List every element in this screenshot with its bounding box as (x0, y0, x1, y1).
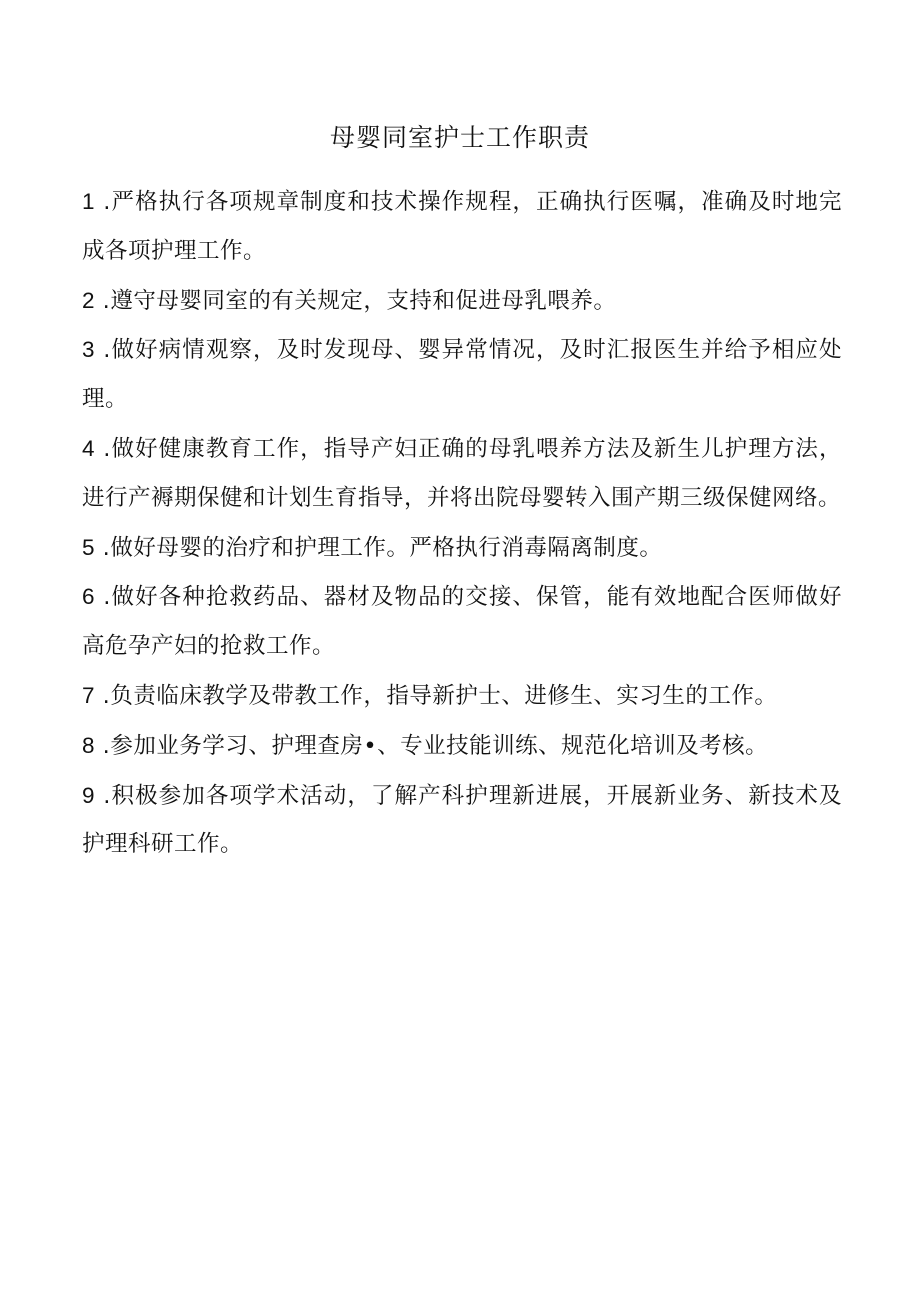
duty-number: 1 (82, 189, 96, 214)
duty-item-5: 5 .做好母婴的治疗和护理工作。严格执行消毒隔离制度。 (82, 534, 663, 561)
duty-item-7: 7 .负责临床教学及带教工作，指导新护士、进修生、实习生的工作。 (82, 682, 778, 709)
document-title: 母婴同室护士工作职责 (329, 123, 590, 152)
duty-item-8: 8 .参加业务学习、护理查房•、专业技能训练、规范化培训及考核。 (82, 732, 769, 759)
duty-text: 做好母婴的治疗和护理工作。严格执行消毒隔离制度。 (110, 534, 663, 561)
duty-number: 8 (82, 732, 96, 758)
duty-text: 做好病情观察，及时发现母、婴异常情况，及时汇报医生并给予相应处理。 (82, 337, 842, 413)
duty-number: 7 (82, 682, 96, 708)
duty-number: 4 (82, 435, 96, 461)
duty-item-6: 6 .做好各种抢救药品、器材及物品的交接、保管，能有效地配合医师做好高危孕产妇的抢救工作。 (82, 584, 842, 660)
duty-text: 做好健康教育工作，指导产妇正确的母乳喂养方法及新生儿护理方法，进行产褥期保健和计划生育指导，并将出院母婴转入围产期三级保健网络。 (82, 435, 842, 511)
duty-text: 遵守母婴同室的有关规定，支持和促进母乳喂养。 (110, 287, 617, 314)
duty-item-9: 9 .积极参加各项学术活动，了解产科护理新进展，开展新业务、新技术及护理科研工作。 (82, 782, 842, 858)
duty-text: 做好各种抢救药品、器材及物品的交接、保管，能有效地配合医师做好高危孕产妇的抢救工作。 (82, 584, 842, 660)
duty-item-1: 1 .严格执行各项规章制度和技术操作规程，正确执行医嘱，准确及时地完成各项护理工作。 (82, 189, 842, 264)
duty-item-3: 3 .做好病情观察，及时发现母、婴异常情况，及时汇报医生并给予相应处理。 (82, 337, 842, 413)
duty-number: 9 (82, 782, 96, 808)
duty-text: 严格执行各项规章制度和技术操作规程，正确执行医嘱，准确及时地完成各项护理工作。 (82, 189, 842, 264)
duty-list (82, 178, 842, 870)
duty-item-4: 4 .做好健康教育工作，指导产妇正确的母乳喂养方法及新生儿护理方法，进行产褥期保健和计划生育指导，并将出院母婴转入围产期三级保健网络。 (82, 435, 842, 511)
duty-number: 5 (82, 534, 96, 560)
duty-number: 2 (82, 287, 96, 313)
duty-text: 积极参加各项学术活动，了解产科护理新进展，开展新业务、新技术及护理科研工作。 (82, 782, 842, 858)
duty-number: 3 (82, 337, 96, 363)
duty-text: 参加业务学习、护理查房•、专业技能训练、规范化培训及考核。 (110, 732, 769, 759)
duty-text: 负责临床教学及带教工作，指导新护士、进修生、实习生的工作。 (110, 682, 778, 709)
duty-number: 6 (82, 584, 96, 610)
duty-item-2: 2 .遵守母婴同室的有关规定，支持和促进母乳喂养。 (82, 287, 617, 314)
